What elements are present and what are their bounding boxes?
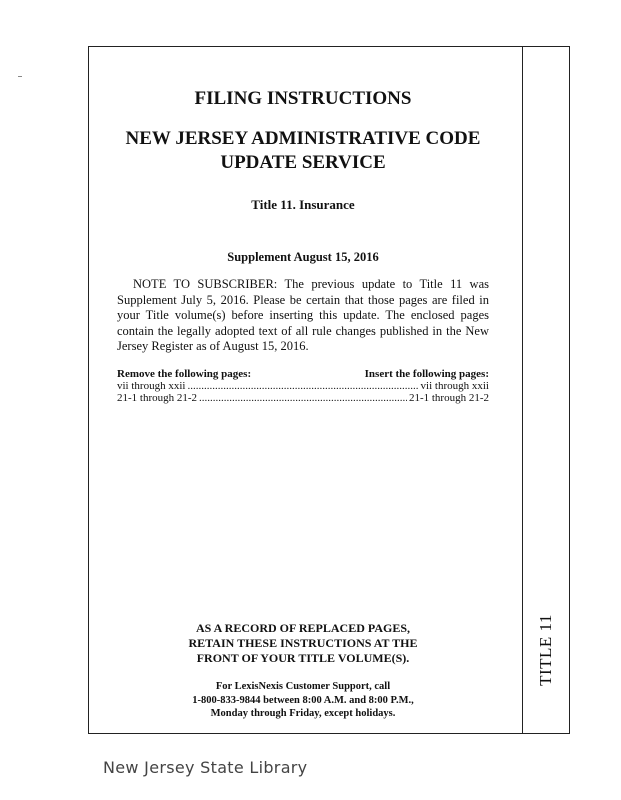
supplement-date: Supplement August 15, 2016 (227, 250, 379, 264)
record-instruction-line1: AS A RECORD OF REPLACED PAGES, (195, 621, 411, 635)
title-tab-label: TITLE 11 (536, 614, 556, 686)
title-name: Title 11. Insurance (251, 197, 355, 212)
code-name-line2: UPDATE SERVICE (220, 152, 386, 173)
insert-pages-cell: 21-1 through 21-2 (408, 392, 489, 404)
heading-block (117, 88, 489, 265)
tab-divider-line (522, 47, 524, 733)
title-tab (531, 595, 561, 705)
footer-block (117, 621, 489, 721)
support-line3: Monday through Friday, except holidays. (210, 708, 396, 719)
remove-pages-cell: 21-1 through 21-2 (117, 392, 198, 404)
library-watermark: New Jersey State Library (103, 758, 308, 777)
filing-instructions-heading: FILING INSTRUCTIONS (194, 88, 412, 109)
code-name-line1: NEW JERSEY ADMINISTRATIVE CODE (125, 128, 481, 149)
record-instruction-line2: RETAIN THESE INSTRUCTIONS AT THE (188, 636, 418, 650)
scan-mark (18, 76, 22, 77)
note-to-subscriber: NOTE TO SUBSCRIBER: The previous update to Title 11 was Supplement July 5, 2016. Please be certain that those pages are filed in your Title volume(s) before inserting this update. The enclosed pages contain the legally adopted text of all rule changes published in the New Jersey Register as of August 15, 2016. (117, 277, 489, 353)
table-row (117, 380, 489, 393)
insert-pages-header: Insert the following pages: (364, 367, 489, 380)
pages-table-header (117, 368, 489, 380)
remove-pages-header: Remove the following pages: (117, 367, 252, 380)
insert-pages-cell: vii through xxii (420, 379, 489, 392)
dot-leader (187, 380, 418, 393)
support-line2: 1-800-833-9844 between 8:00 A.M. and 8:00 P.M., (192, 694, 414, 706)
support-line1: For LexisNexis Customer Support, call (215, 681, 391, 692)
table-row (117, 392, 489, 405)
instructions-body (117, 86, 489, 405)
dot-leader (199, 392, 407, 405)
record-instruction-line3: FRONT OF YOUR TITLE VOLUME(S). (196, 651, 410, 665)
remove-pages-cell: vii through xxii (117, 379, 186, 392)
